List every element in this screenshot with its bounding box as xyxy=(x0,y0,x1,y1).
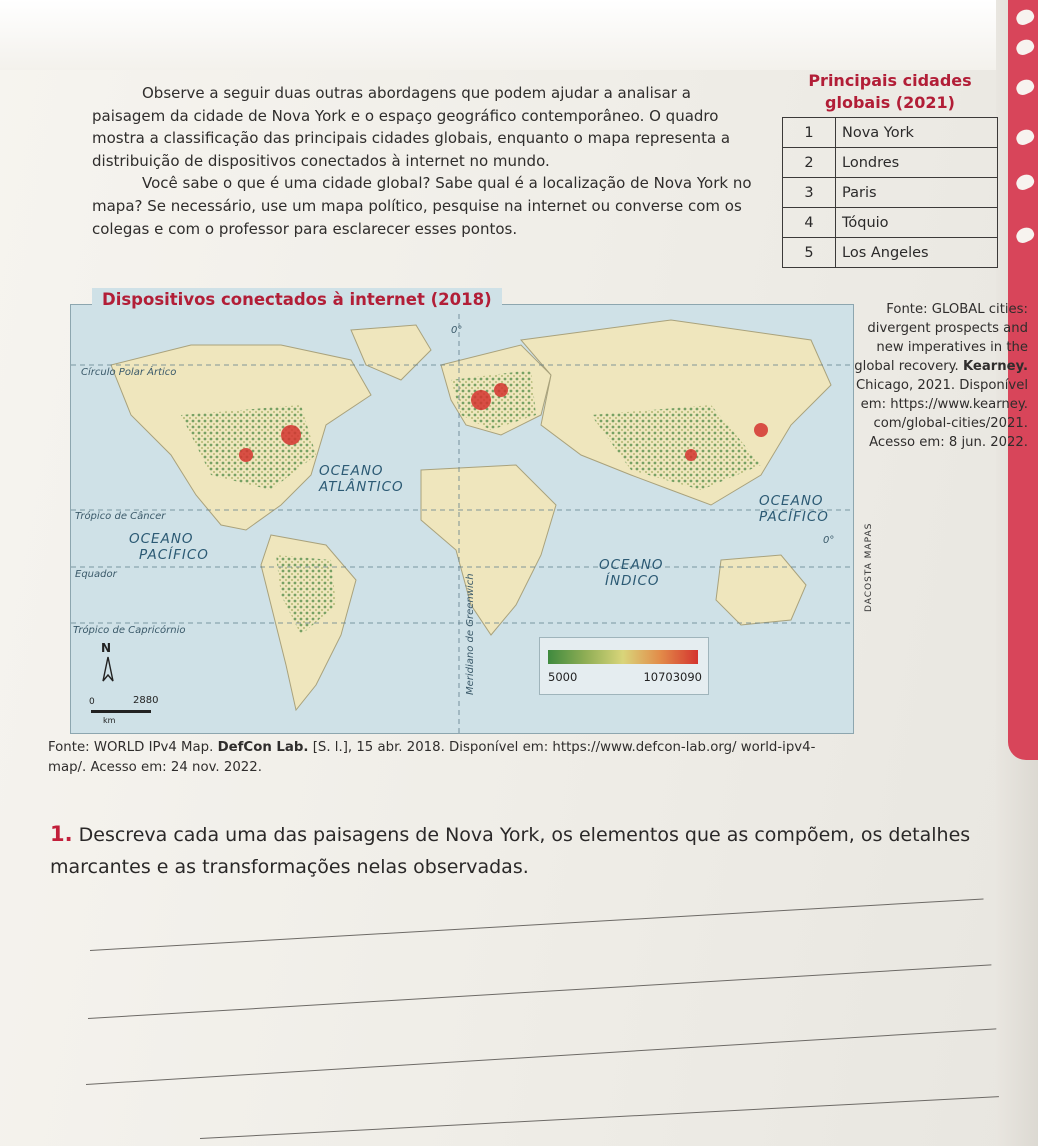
label-pacific-west-line-1: OCEANO xyxy=(129,531,194,547)
label-equator: Equador xyxy=(75,569,117,580)
table-row xyxy=(783,118,998,148)
tab-marker xyxy=(1014,225,1036,245)
rank-number: 5 xyxy=(783,238,836,268)
rank-number: 2 xyxy=(783,148,836,178)
question-1 xyxy=(50,818,990,883)
global-cities-ranking xyxy=(782,70,998,268)
north-label: N xyxy=(101,641,112,655)
intro-paragraph-2: Você sabe o que é uma cidade global? Sabe qual é a localização de Nova York no mapa? Se necessário, use um mapa político, pesquise na internet ou converse com os colegas e com o professor para esclarecer esses pontos. xyxy=(92,174,752,238)
ranking-source-publisher: Kearney. xyxy=(962,359,1028,374)
table-row xyxy=(783,148,998,178)
ranking-title xyxy=(782,70,998,114)
question-text: Descreva cada uma das paisagens de Nova York, os elementos que as compõem, os detalhes marcantes e as transformações nelas observadas. xyxy=(50,824,971,878)
map-source-publisher: DefCon Lab. xyxy=(217,740,309,755)
australia xyxy=(716,555,806,625)
label-atlantic-line-1: OCEANO xyxy=(319,463,384,479)
label-pacific-ocean-east xyxy=(759,493,829,525)
map-source xyxy=(48,738,848,778)
intro-text xyxy=(92,82,752,240)
ranking-source-line: divergent prospects and xyxy=(867,321,1028,336)
legend-max-value: 10703090 xyxy=(643,670,702,684)
label-greenwich-meridian: Meridiano de Greenwich xyxy=(465,573,476,695)
scale-value: 2880 xyxy=(133,695,159,706)
label-tropic-of-capricorn: Trópico de Capricórnio xyxy=(73,625,186,636)
rank-city: Paris xyxy=(836,178,998,208)
ranking-source-line: Fonte: GLOBAL cities: xyxy=(886,302,1028,317)
world-map-drawing xyxy=(71,305,853,733)
ranking-source-line: com/global-cities/2021. xyxy=(873,416,1028,431)
rank-city: Nova York xyxy=(836,118,998,148)
ranking-source-line: new imperatives in the xyxy=(876,340,1028,355)
label-pacific-east-line-2: PACÍFICO xyxy=(759,509,829,525)
table-row xyxy=(783,238,998,268)
label-indian-line-1: OCEANO xyxy=(599,557,664,573)
greenland xyxy=(351,325,431,380)
rank-number: 4 xyxy=(783,208,836,238)
legend-min-value: 5000 xyxy=(548,670,578,684)
ranking-source-line xyxy=(838,357,1028,376)
world-map xyxy=(70,304,854,734)
question-number: 1. xyxy=(50,822,73,846)
label-tropic-of-cancer: Trópico de Câncer xyxy=(75,511,166,522)
ranking-title-line-1: Principais cidades xyxy=(808,71,972,90)
north-arrow-icon xyxy=(101,655,115,683)
scale-bar xyxy=(91,710,151,713)
tab-marker xyxy=(1014,37,1036,57)
map-credit: DACOSTA MAPAS xyxy=(864,522,874,612)
rank-city: Los Angeles xyxy=(836,238,998,268)
label-pacific-ocean-west xyxy=(129,531,209,563)
ranking-source-line: Chicago, 2021. Disponível xyxy=(855,378,1028,393)
label-pacific-west-line-2: PACÍFICO xyxy=(139,547,209,563)
label-indian-ocean xyxy=(599,557,664,589)
label-atlantic-line-2: ATLÂNTICO xyxy=(319,479,404,495)
label-zero-meridian-top: 0° xyxy=(451,325,463,336)
scale-unit: km xyxy=(103,716,116,725)
tab-marker xyxy=(1014,172,1036,192)
label-indian-line-2: ÍNDICO xyxy=(605,573,660,589)
ranking-source-text: global recovery. xyxy=(854,359,959,374)
ranking-title-line-2: globais (2021) xyxy=(825,93,955,112)
map-source-rest: [S. l.], 15 abr. 2018. Disponível em: https://www.defcon-lab.org/ world-ipv4-map/. Acesso em: 24 nov. 2022. xyxy=(48,740,816,775)
africa xyxy=(421,465,556,635)
table-row xyxy=(783,178,998,208)
label-atlantic-ocean xyxy=(319,463,404,495)
page-top-shade xyxy=(0,0,1038,70)
north-arrow xyxy=(101,641,115,686)
intro-paragraph-1: Observe a seguir duas outras abordagens que podem ajudar a analisar a paisagem da cidade de Nova York e o espaço geográfico contemporâneo. O quadro mostra a classificação das principais cidades globais, enquanto o mapa representa a distribuição de dispositivos conectados à internet no mundo. xyxy=(92,84,731,170)
rank-number: 3 xyxy=(783,178,836,208)
rank-city: Tóquio xyxy=(836,208,998,238)
tab-marker xyxy=(1014,7,1036,27)
rank-city: Londres xyxy=(836,148,998,178)
rank-number: 1 xyxy=(783,118,836,148)
table-row xyxy=(783,208,998,238)
tab-marker xyxy=(1014,77,1036,97)
label-zero-parallel-right: 0° xyxy=(823,535,835,546)
ranking-source-line: Acesso em: 8 jun. 2022. xyxy=(869,435,1028,450)
ranking-source xyxy=(838,300,1028,452)
ranking-source-line: em: https://www.kearney. xyxy=(860,397,1028,412)
tab-marker xyxy=(1014,127,1036,147)
map-title: Dispositivos conectados à internet (2018) xyxy=(92,288,502,311)
label-arctic-circle: Círculo Polar Ártico xyxy=(81,367,177,378)
ranking-table xyxy=(782,117,998,268)
map-legend xyxy=(539,637,709,695)
map-source-prefix: Fonte: WORLD IPv4 Map. xyxy=(48,740,214,755)
label-pacific-east-line-1: OCEANO xyxy=(759,493,824,509)
scale-zero: 0 xyxy=(89,697,95,707)
legend-color-ramp xyxy=(548,650,698,664)
